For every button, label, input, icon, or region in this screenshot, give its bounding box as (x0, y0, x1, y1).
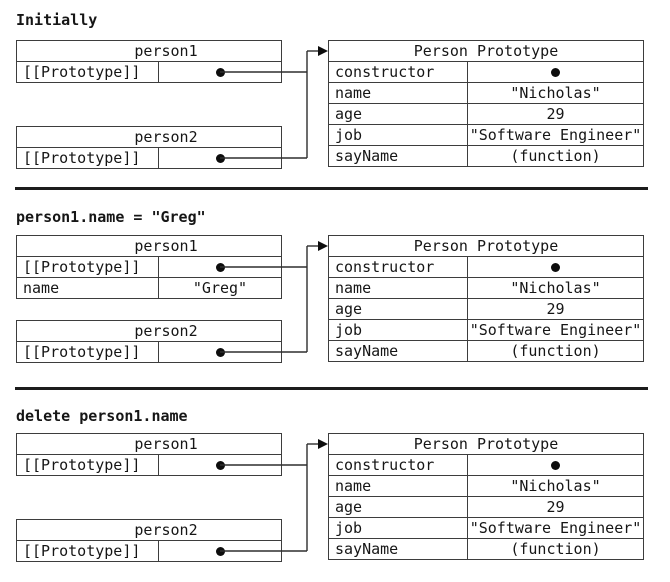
table-row (329, 320, 643, 341)
property-label: age (329, 104, 468, 124)
property-value-pointer (468, 62, 643, 82)
property-value-pointer (159, 455, 281, 475)
property-value: "Nicholas" (510, 279, 601, 297)
prototype-table-header: Person Prototype (329, 434, 643, 455)
property-value: 29 (546, 105, 565, 123)
table-row (17, 278, 281, 298)
property-value-pointer (159, 148, 281, 168)
object-table-header: person2 (17, 127, 281, 148)
prototype-table-header: Person Prototype (329, 41, 643, 62)
object-table-header: person1 (17, 236, 281, 257)
property-label: [[Prototype]] (17, 541, 159, 561)
section-divider (15, 387, 648, 390)
person1-object-table (16, 40, 282, 83)
object-table-header: person1 (17, 434, 281, 455)
prototype-table-header: Person Prototype (329, 236, 643, 257)
table-row (329, 497, 643, 518)
object-table-header: person1 (17, 41, 281, 62)
pointer-dot-icon (551, 68, 560, 77)
table-row (329, 146, 643, 166)
table-row (329, 518, 643, 539)
table-row (329, 476, 643, 497)
pointer-dot-icon (216, 154, 225, 163)
table-row (329, 104, 643, 125)
person2-object-table (16, 126, 282, 169)
property-value: 29 (546, 498, 565, 516)
section-title: Initially (16, 11, 98, 29)
property-value-pointer (159, 541, 281, 561)
pointer-dot-icon (216, 263, 225, 272)
person-prototype-table (328, 235, 644, 362)
person-prototype-table (328, 40, 644, 167)
property-label: [[Prototype]] (17, 148, 159, 168)
property-label: age (329, 497, 468, 517)
person1-object-table (16, 235, 282, 299)
property-value: "Software Engineer" (469, 126, 642, 144)
property-label: [[Prototype]] (17, 455, 159, 475)
person1-object-table (16, 433, 282, 476)
pointer-dot-icon (216, 68, 225, 77)
table-row (329, 341, 643, 361)
table-row (329, 257, 643, 278)
property-value: "Greg" (192, 279, 248, 297)
property-value: "Software Engineer" (469, 321, 642, 339)
section-divider (15, 187, 648, 190)
property-value-pointer (468, 455, 643, 475)
object-table-header: person2 (17, 520, 281, 541)
property-label: name (329, 476, 468, 496)
property-label: constructor (329, 455, 468, 475)
section-title: person1.name = "Greg" (16, 208, 206, 226)
property-value: "Software Engineer" (469, 519, 642, 537)
pointer-dot-icon (216, 461, 225, 470)
property-label: sayName (329, 341, 468, 361)
table-row (17, 257, 281, 278)
property-label: constructor (329, 62, 468, 82)
table-row (329, 455, 643, 476)
property-label: [[Prototype]] (17, 257, 159, 277)
property-label: constructor (329, 257, 468, 277)
object-table-header: person2 (17, 321, 281, 342)
property-label: age (329, 299, 468, 319)
table-row (17, 541, 281, 561)
property-value: "Nicholas" (510, 477, 601, 495)
table-row (329, 83, 643, 104)
property-label: name (329, 278, 468, 298)
property-label: job (329, 320, 468, 340)
table-row (329, 125, 643, 146)
table-row (17, 62, 281, 82)
property-label: sayName (329, 146, 468, 166)
property-value: (function) (510, 540, 601, 558)
table-row (329, 539, 643, 559)
property-label: job (329, 125, 468, 145)
property-label: job (329, 518, 468, 538)
table-row (17, 148, 281, 168)
property-value-pointer (159, 62, 281, 82)
table-row (329, 62, 643, 83)
pointer-dot-icon (216, 348, 225, 357)
person2-object-table (16, 519, 282, 562)
person-prototype-table (328, 433, 644, 560)
property-value: "Nicholas" (510, 84, 601, 102)
pointer-dot-icon (551, 461, 560, 470)
section-title: delete person1.name (16, 407, 188, 425)
table-row (329, 299, 643, 320)
property-label: name (17, 278, 159, 298)
property-value: (function) (510, 147, 601, 165)
pointer-dot-icon (551, 263, 560, 272)
property-value-pointer (159, 342, 281, 362)
property-value: (function) (510, 342, 601, 360)
property-label: name (329, 83, 468, 103)
table-row (17, 455, 281, 475)
property-label: sayName (329, 539, 468, 559)
pointer-dot-icon (216, 547, 225, 556)
property-label: [[Prototype]] (17, 342, 159, 362)
table-row (17, 342, 281, 362)
table-row (329, 278, 643, 299)
property-value-pointer (468, 257, 643, 277)
person2-object-table (16, 320, 282, 363)
property-label: [[Prototype]] (17, 62, 159, 82)
property-value: 29 (546, 300, 565, 318)
property-value-pointer (159, 257, 281, 277)
